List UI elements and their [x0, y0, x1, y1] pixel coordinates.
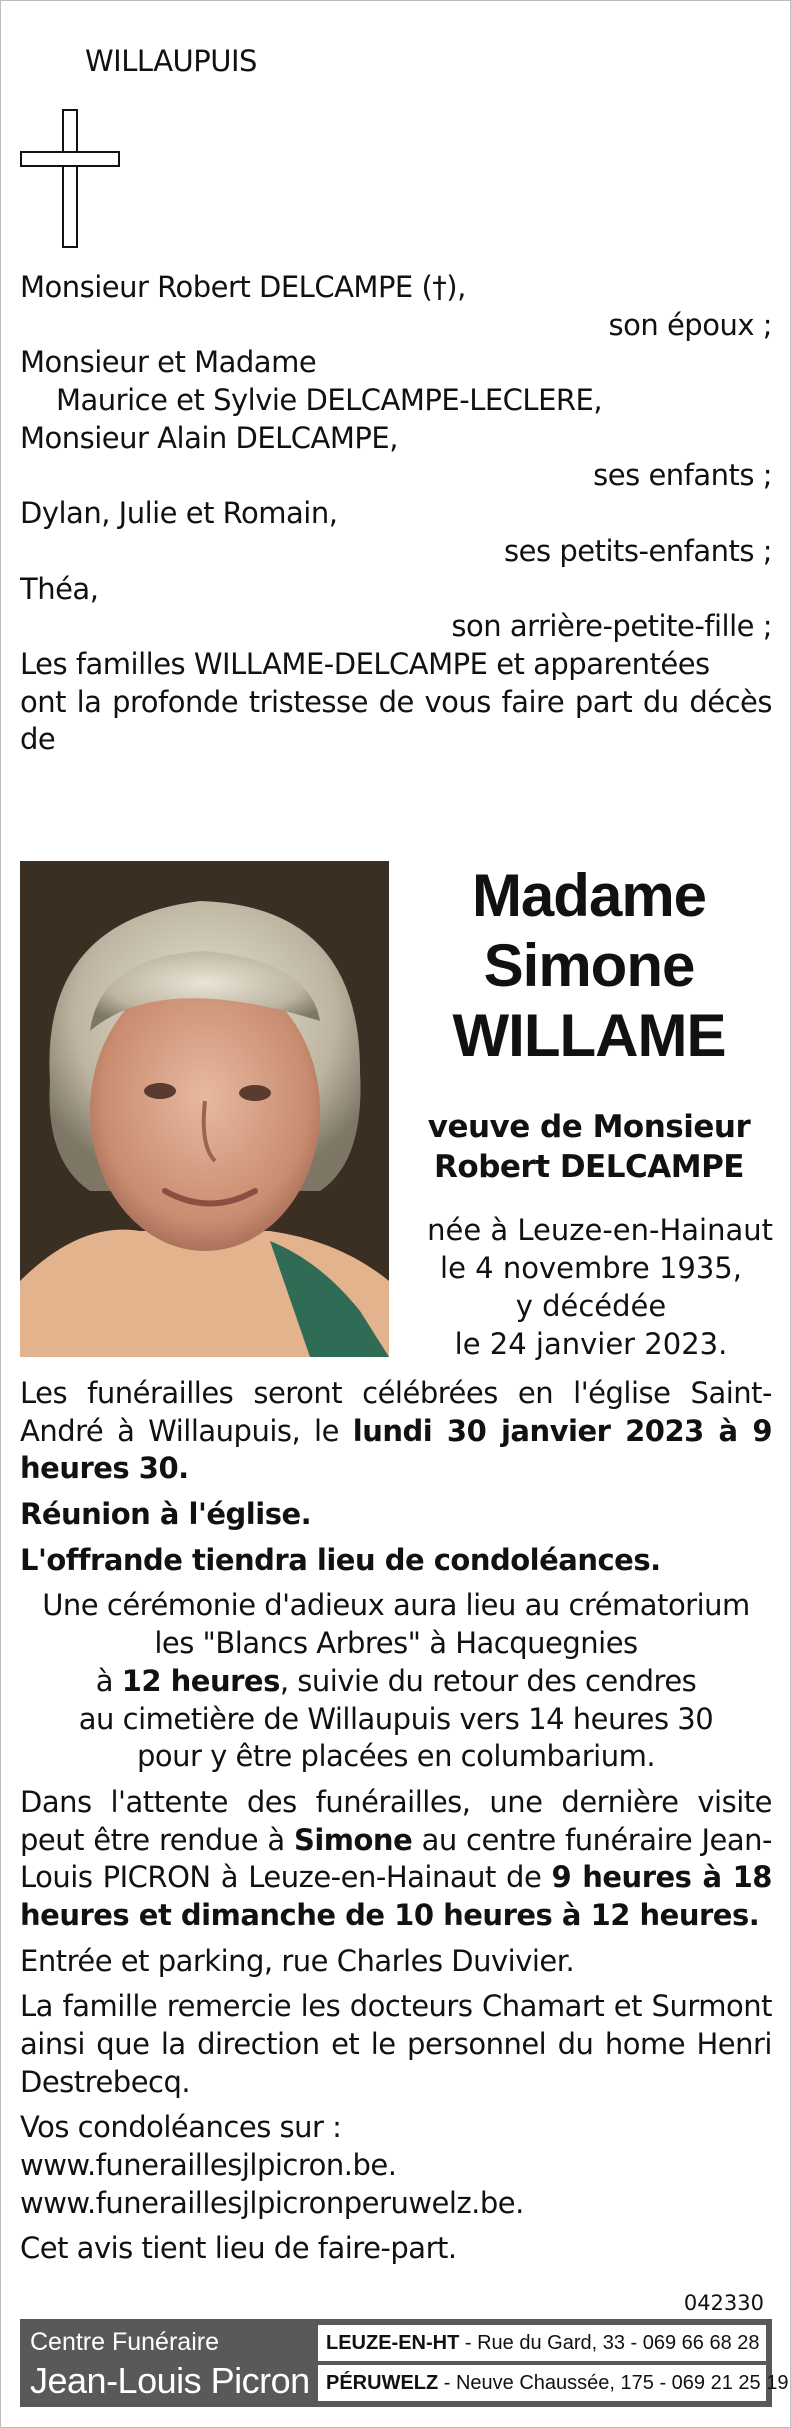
funeral-home-brand: [30, 2325, 326, 2403]
deceased-last-name: WILLAME: [452, 1002, 726, 1069]
funeral-details: [20, 1375, 772, 2276]
notice-note: Cet avis tient lieu de faire-part.: [20, 2231, 457, 2266]
death-date: le 24 janvier 2023.: [454, 1327, 728, 1361]
address-detail: - Neuve Chaussée, 175 - 069 21 25 19: [438, 2372, 789, 2394]
family-line: Monsieur et Madame: [20, 345, 317, 380]
meeting-note: [20, 1496, 772, 1534]
life-dates: [409, 1211, 773, 1363]
thanks-paragraph: La famille remercie les docteurs Chamart et Surmont ainsi que la direction et le personnel du home Henri Destrebecq.: [20, 1989, 772, 2099]
widow-line-2: Robert DELCAMPE: [434, 1149, 744, 1185]
cross-icon: [20, 109, 120, 246]
family-line: Théa,: [20, 571, 99, 606]
announcement-text: ont la profonde tristesse de vous faire part du décès de: [20, 684, 772, 757]
family-line: son époux ;: [608, 307, 772, 342]
reference-number: 042330: [683, 2291, 764, 2315]
ceremony-line: au cimetière de Willaupuis vers 14 heures 30: [78, 1701, 714, 1736]
funeral-text: Les funérailles seront célébrées en l'église Saint-André à Willaupuis, le: [20, 1376, 772, 1448]
offering-note: [20, 1542, 772, 1580]
birth-date: le 4 novembre 1935,: [440, 1251, 742, 1285]
brand-line-2: Jean-Louis Picron: [30, 2360, 310, 2401]
death-place: y décédée: [515, 1289, 667, 1323]
funeral-home-footer: [20, 2319, 789, 2407]
address-leuze: [318, 2325, 766, 2361]
condolences-link[interactable]: www.funeraillesjlpicron.be.: [20, 2148, 397, 2183]
offering-text: L'offrande tiendra lieu de condoléances.: [20, 1542, 661, 1577]
funeral-paragraph: [20, 1375, 772, 1488]
town-name: WILLAUPUIS: [85, 44, 257, 78]
ceremony-line: Une cérémonie d'adieux aura lieu au crématorium: [42, 1588, 750, 1623]
condolences-paragraph: [20, 2109, 772, 2222]
funeral-date: lundi 30 janvier 2023 à 9 heures 30.: [20, 1413, 772, 1486]
family-list: [20, 269, 772, 759]
family-line: Maurice et Sylvie DELCAMPE-LECLERE,: [56, 383, 603, 418]
deceased-block: [409, 861, 769, 1187]
address-city: PÉRUWELZ: [326, 2372, 439, 2394]
family-line: Monsieur Robert DELCAMPE (†),: [20, 270, 466, 304]
condolences-link[interactable]: www.funeraillesjlpicronperuwelz.be.: [20, 2185, 524, 2220]
condolences-label: Vos condoléances sur :: [20, 2110, 342, 2145]
ceremony-line: à: [95, 1663, 122, 1698]
ceremony-line: les "Blancs Arbres" à Hacquegnies: [154, 1626, 638, 1661]
ceremony-line: , suivie du retour des cendres: [279, 1663, 697, 1698]
ceremony-time: 12 heures: [121, 1663, 280, 1698]
widow-line-1: veuve de Monsieur: [427, 1109, 751, 1145]
address-detail: - Rue du Gard, 33 - 069 66 68 28: [459, 2332, 760, 2354]
family-line: Les familles WILLAME-DELCAMPE et apparentées: [20, 646, 710, 681]
family-line: Monsieur Alain DELCAMPE,: [20, 420, 398, 455]
deceased-title: Madame: [471, 862, 707, 929]
family-line: son arrière-petite-fille ;: [451, 609, 772, 644]
portrait-photo: [20, 861, 389, 1357]
visit-name: Simone: [293, 1822, 413, 1857]
ceremony-paragraph: [20, 1587, 772, 1775]
family-line: ses petits-enfants ;: [504, 533, 772, 568]
brand-line-1: Centre Funéraire: [30, 2328, 219, 2356]
birth-place: née à Leuze-en-Hainaut: [427, 1213, 773, 1247]
meeting-text: Réunion à l'église.: [20, 1497, 312, 1532]
ceremony-line: pour y être placées en columbarium.: [136, 1739, 656, 1774]
family-line: Dylan, Julie et Romain,: [20, 496, 338, 531]
deceased-first-name: Simone: [483, 932, 695, 999]
parking-note: Entrée et parking, rue Charles Duvivier.: [20, 1943, 575, 1978]
address-city: LEUZE-EN-HT: [326, 2332, 460, 2354]
visit-text: Dans l'attente des funérailles, une dernière visite peut être rendue à: [20, 1784, 772, 1857]
visit-text: au centre funéraire Jean-Louis PICRON à Leuze-en-Hainaut de: [20, 1822, 772, 1895]
address-peruwelz: [318, 2365, 789, 2401]
family-line: ses enfants ;: [593, 458, 772, 493]
visit-paragraph: [20, 1784, 772, 1935]
portrait-illustration: [20, 861, 389, 1357]
visit-hours: 9 heures à 18 heures et dimanche de 10 heures à 12 heures.: [20, 1860, 772, 1932]
